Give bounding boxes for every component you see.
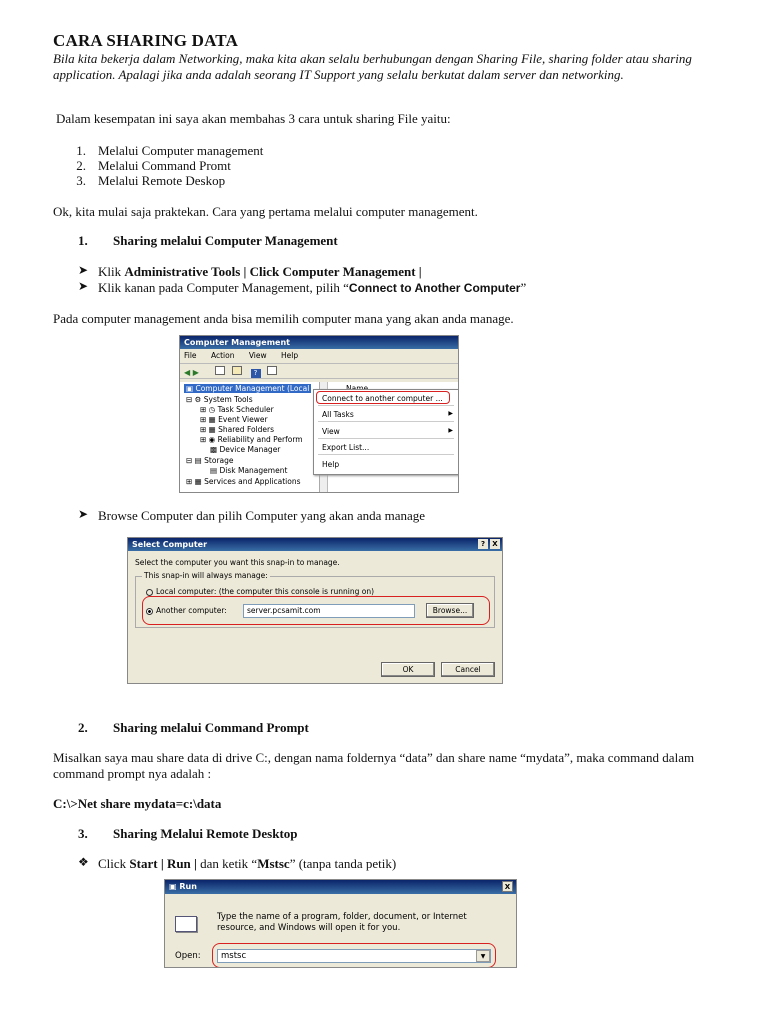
- pada-paragraph: Pada computer management anda bisa memilih computer mana yang akan anda manage.: [53, 311, 514, 326]
- open-input[interactable]: mstsc: [217, 949, 491, 963]
- window-title: Computer Management: [180, 336, 458, 349]
- step-1: Klik Administrative Tools | Click Computer Management |: [98, 264, 422, 279]
- menu-bar: [180, 349, 458, 363]
- list-item: Melalui Computer management: [98, 143, 264, 158]
- clock-icon: ◷: [208, 405, 216, 414]
- tree-item-services[interactable]: ⊞ ▦ Services and Applications: [186, 477, 301, 486]
- command-text: C:\>Net share mydata=c:\data: [53, 796, 222, 811]
- back-icon[interactable]: ◀: [184, 368, 191, 377]
- list-item-number: 3.: [76, 173, 86, 188]
- highlight-box: [316, 391, 450, 404]
- lead-paragraph: Dalam kesempatan ini saya akan membahas 3 cara untuk sharing File yaitu:: [56, 111, 451, 126]
- computer-icon: ▣: [186, 384, 194, 393]
- instruction-text: Select the computer you want this snap-in to manage.: [135, 558, 340, 567]
- run-dialog-screenshot: [164, 879, 517, 968]
- diamond-bullet-icon: ❖: [78, 855, 89, 869]
- computer-name-input[interactable]: server.pcsamit.com: [243, 604, 415, 618]
- step-4: Click Start | Run | dan ketik “Mstsc” (tanpa tanda petik): [98, 856, 397, 871]
- storage-icon: ▤: [194, 456, 202, 465]
- run-icon: ▣: [169, 882, 177, 891]
- context-item-help[interactable]: Help: [322, 460, 340, 469]
- ok-button[interactable]: OK: [381, 662, 435, 677]
- submenu-arrow-icon: ▶: [448, 427, 453, 434]
- folder-icon: ▦: [208, 425, 216, 434]
- submenu-arrow-icon: ▶: [448, 410, 453, 417]
- tree-item-storage[interactable]: ⊟ ▤ Storage: [186, 456, 234, 465]
- menu-action[interactable]: Action: [210, 351, 235, 360]
- highlight-box: [142, 596, 490, 625]
- group-label: This snap-in will always manage:: [144, 571, 268, 580]
- arrow-bullet-icon: ➤: [78, 279, 89, 293]
- help-icon[interactable]: ?: [251, 369, 261, 378]
- ok-paragraph: Ok, kita mulai saja praktekan. Cara yang pertama melalui computer management.: [53, 204, 478, 219]
- properties-icon[interactable]: [267, 366, 277, 375]
- tree-item-shared-folders[interactable]: ⊞ ▦ Shared Folders: [200, 425, 275, 434]
- forward-icon[interactable]: ▶: [192, 368, 199, 377]
- list-item-number: 1.: [76, 143, 86, 158]
- step-2: Klik kanan pada Computer Management, pilih “Connect to Another Computer”: [98, 280, 527, 295]
- services-icon: ▦: [194, 477, 202, 486]
- show-hide-tree-icon[interactable]: [215, 366, 225, 375]
- tree-item-reliability[interactable]: ⊞ ◉ Reliability and Perform: [200, 435, 303, 444]
- close-button[interactable]: X: [490, 539, 500, 549]
- highlight-box: [212, 943, 496, 968]
- tree-pane: [180, 382, 320, 493]
- local-computer-option[interactable]: Local computer: (the computer this console is running on): [146, 587, 374, 596]
- intro-paragraph: Bila kita bekerja dalam Networking, maka kita akan selalu berhubungan dengan Sharing File, sharing folder atau sharing application. Apalagi jika anda adalah seorang IT Support yang selalu berkutat dalam server dan networking.: [53, 51, 692, 82]
- folder-icon[interactable]: [232, 366, 242, 375]
- section-2-number: 2.: [78, 720, 88, 735]
- run-program-icon: [175, 916, 197, 932]
- open-label: Open:: [175, 951, 201, 961]
- context-item-all-tasks[interactable]: All Tasks: [322, 410, 354, 419]
- section-3-heading: Sharing Melalui Remote Desktop: [113, 826, 298, 841]
- menu-divider: [318, 421, 454, 422]
- close-button[interactable]: X: [502, 881, 513, 892]
- event-icon: ▦: [208, 415, 216, 424]
- section-3-number: 3.: [78, 826, 88, 841]
- step-3: Browse Computer dan pilih Computer yang akan anda manage: [98, 508, 426, 523]
- tree-item-device-manager[interactable]: ▩ Device Manager: [210, 445, 281, 454]
- dropdown-arrow-icon[interactable]: ▼: [476, 950, 490, 962]
- tree-item-task-scheduler[interactable]: ⊞ ◷ Task Scheduler: [200, 405, 274, 414]
- tree-item-system-tools[interactable]: ⊟ ⚙ System Tools: [186, 395, 253, 404]
- run-description: Type the name of a program, folder, document, or Internet resource, and Windows will open it for you.: [217, 912, 467, 933]
- another-computer-option[interactable]: Another computer:: [146, 606, 227, 615]
- menu-divider: [318, 438, 454, 439]
- context-item-connect[interactable]: Connect to another computer ...: [322, 394, 443, 403]
- section-2-heading: Sharing melalui Command Prompt: [113, 720, 309, 735]
- tree-item-computer-management[interactable]: ▣ Computer Management (Local: [186, 384, 310, 393]
- cancel-button[interactable]: Cancel: [441, 662, 495, 677]
- tree-item-event-viewer[interactable]: ⊞ ▦ Event Viewer: [200, 415, 268, 424]
- menu-file[interactable]: File: [184, 351, 197, 360]
- list-item-number: 2.: [76, 158, 86, 173]
- tools-icon: ⚙: [194, 395, 202, 404]
- section-1-number: 1.: [78, 233, 88, 248]
- list-item: Melalui Remote Deskop: [98, 173, 226, 188]
- help-button[interactable]: ?: [478, 539, 488, 549]
- device-icon: ▩: [210, 445, 218, 454]
- disk-icon: ▤: [210, 466, 218, 475]
- performance-icon: ◉: [208, 435, 216, 444]
- computer-management-screenshot: [179, 335, 459, 493]
- misalkan-paragraph: Misalkan saya mau share data di drive C:, dengan nama foldernya “data” dan share name “mydata”, maka command dalam command prompt nya adalah :: [53, 750, 695, 781]
- window-title: Select Computer ? X: [128, 538, 502, 551]
- context-item-view[interactable]: View: [322, 427, 340, 436]
- select-computer-screenshot: [127, 537, 503, 684]
- arrow-bullet-icon: ➤: [78, 507, 89, 521]
- list-item: Melalui Command Promt: [98, 158, 231, 173]
- section-1-heading: Sharing melalui Computer Management: [113, 233, 338, 248]
- menu-divider: [318, 405, 454, 406]
- menu-view[interactable]: View: [248, 351, 267, 360]
- arrow-bullet-icon: ➤: [78, 263, 89, 277]
- window-title: ▣ Run X: [165, 880, 516, 894]
- menu-divider: [318, 454, 454, 455]
- radio-icon: [146, 589, 153, 596]
- context-item-export[interactable]: Export List...: [322, 443, 370, 452]
- page-title: CARA SHARING DATA: [53, 31, 239, 50]
- toolbar: [180, 363, 458, 379]
- tree-item-disk-management[interactable]: ▤ Disk Management: [210, 466, 288, 475]
- menu-help[interactable]: Help: [281, 351, 299, 360]
- browse-button[interactable]: Browse...: [426, 603, 474, 618]
